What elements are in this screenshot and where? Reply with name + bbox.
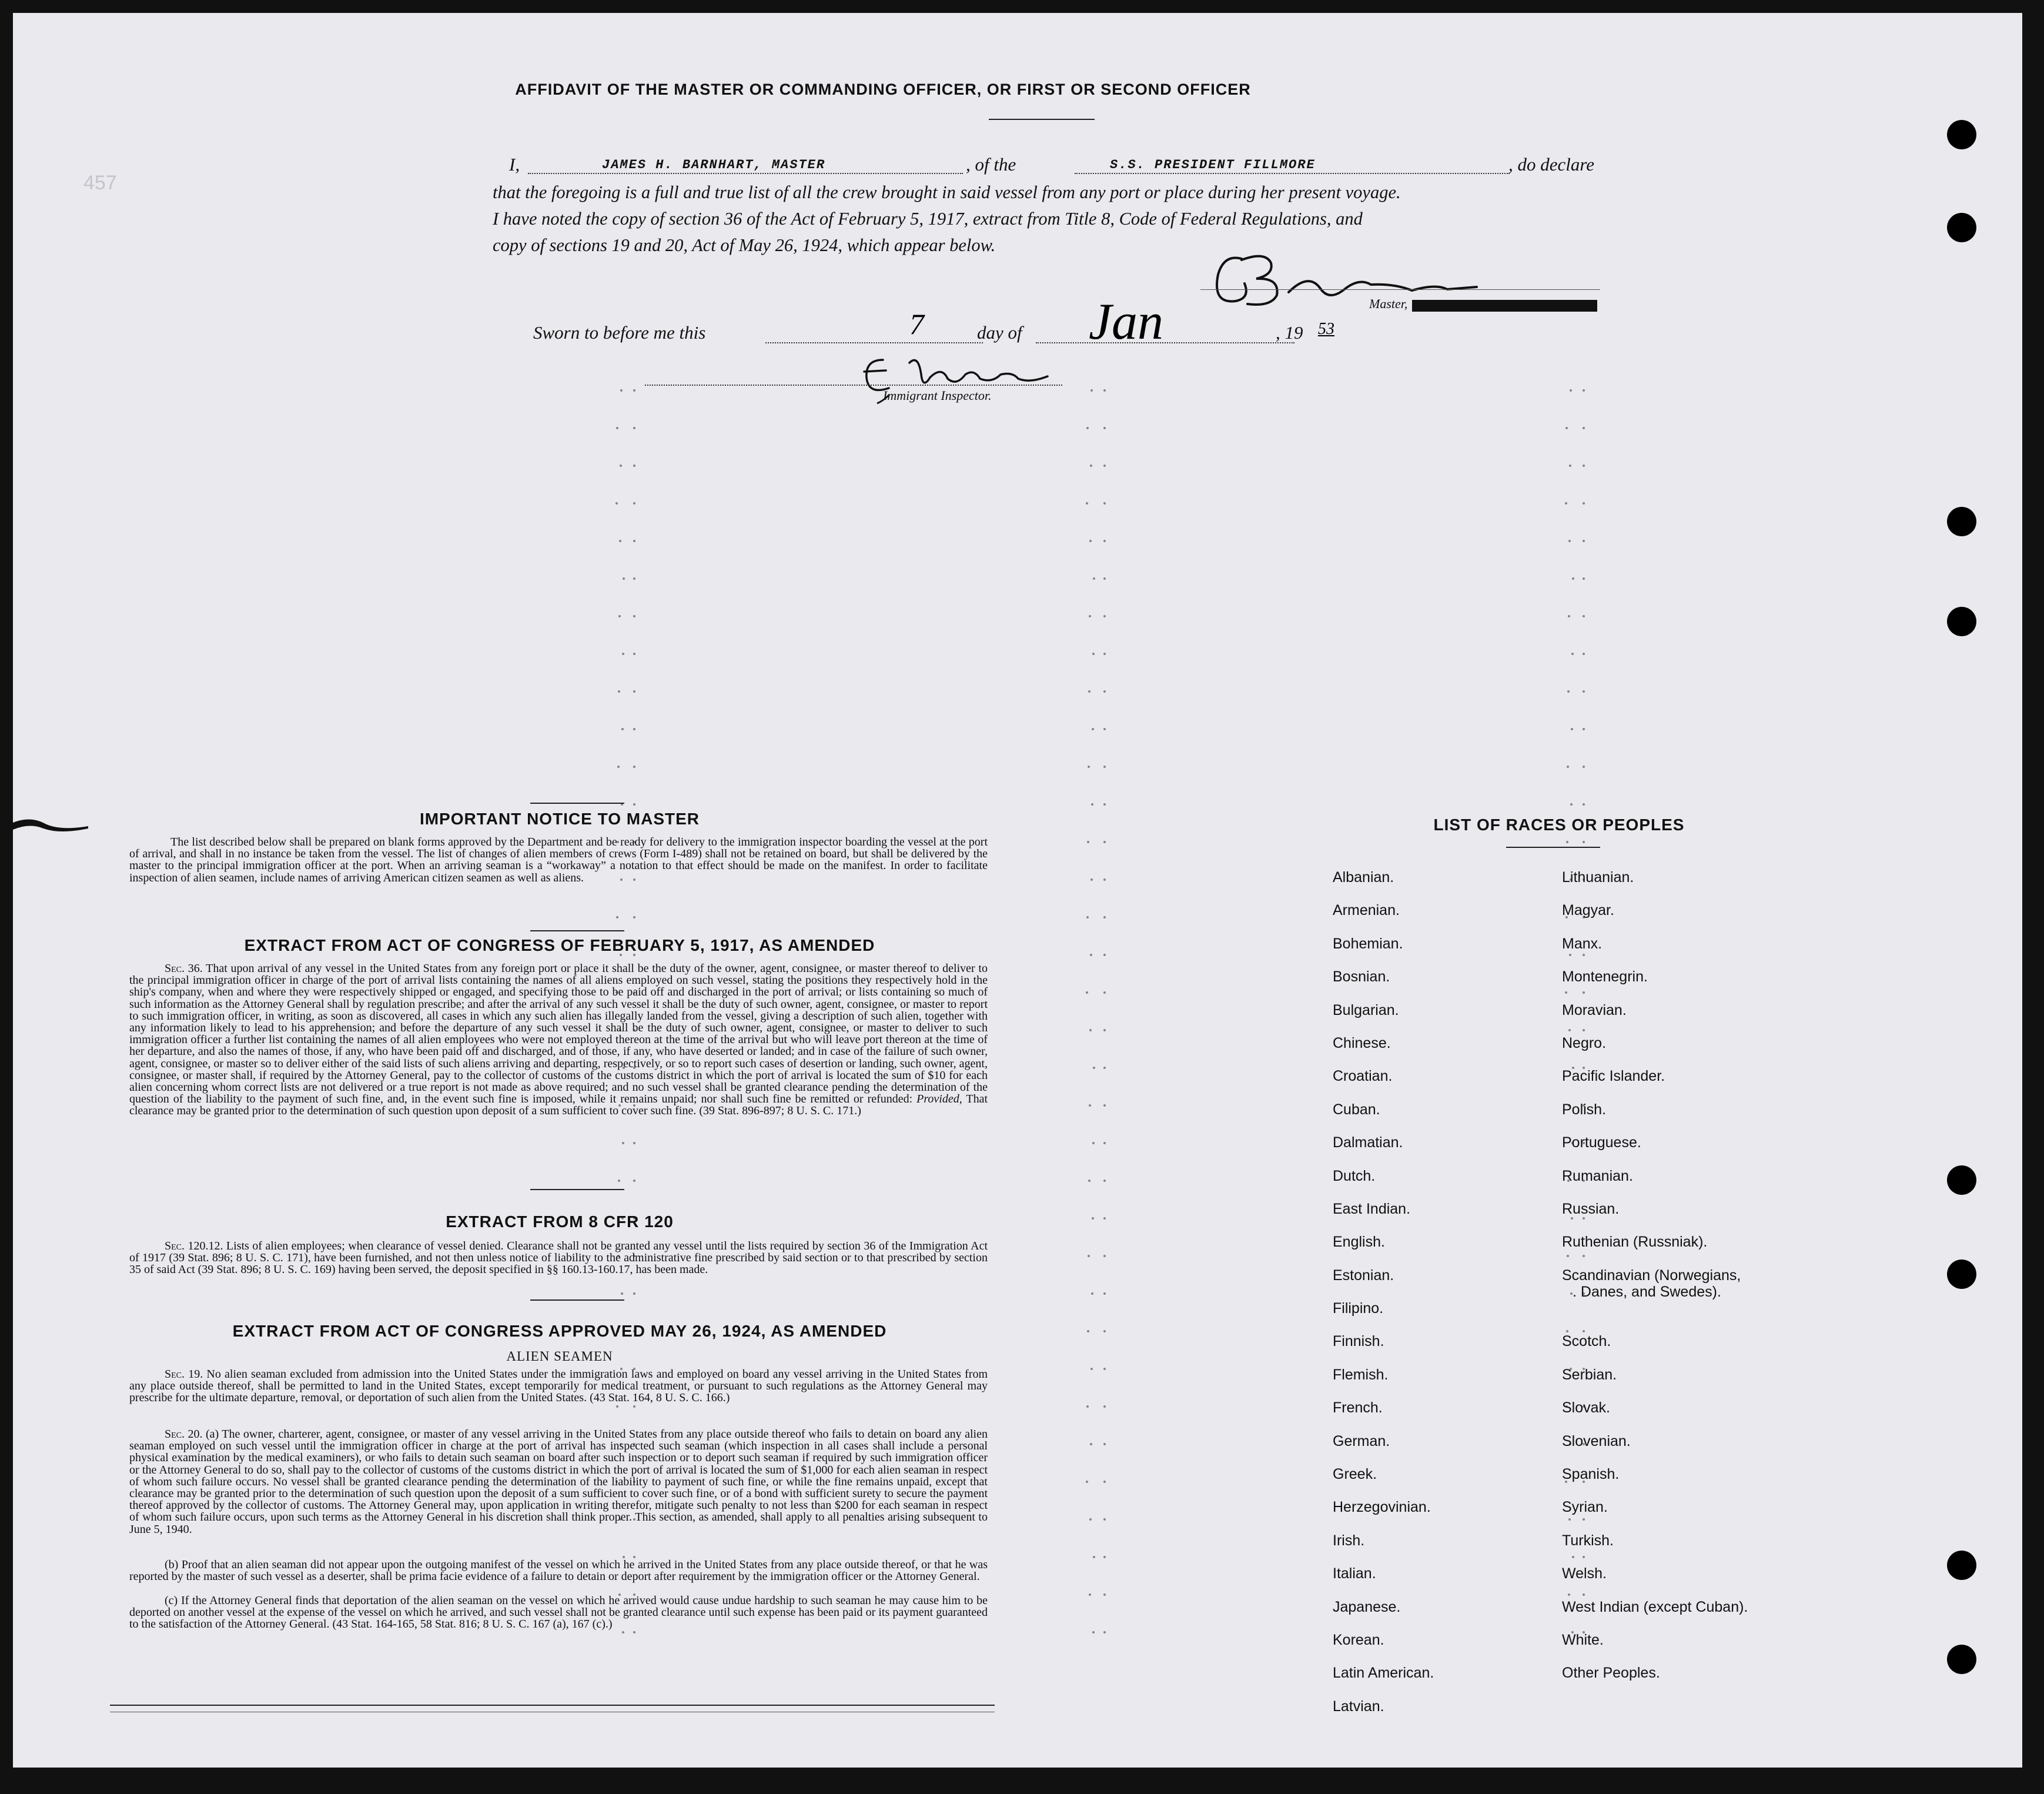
speck xyxy=(1103,1292,1106,1295)
race-item: Ruthenian (Russniak). xyxy=(1562,1234,1708,1251)
speck xyxy=(1103,1255,1106,1257)
speck xyxy=(1103,878,1106,881)
sec-20a-text xyxy=(129,1428,988,1535)
speck xyxy=(1565,427,1568,429)
footer-rule xyxy=(110,1705,995,1706)
alien-seamen-subtitle: ALIEN SEAMEN xyxy=(506,1349,613,1364)
speck xyxy=(633,1292,635,1295)
speck xyxy=(1103,1405,1106,1408)
speck xyxy=(621,728,624,730)
speck xyxy=(1093,577,1095,580)
speck xyxy=(1103,766,1106,768)
inspector-caption: Immigrant Inspector. xyxy=(883,388,992,403)
signature-line xyxy=(1200,289,1600,290)
speck xyxy=(1583,502,1585,505)
month-handwritten: Jan xyxy=(1089,293,1164,350)
race-item: Pacific Islander. xyxy=(1562,1068,1665,1085)
speck xyxy=(633,916,635,918)
race-item: Polish. xyxy=(1562,1101,1607,1118)
sec-20c-text xyxy=(129,1595,988,1631)
extract-1917-text xyxy=(129,963,988,1117)
speck xyxy=(1103,465,1106,467)
speck xyxy=(1103,577,1106,580)
race-item: Russian. xyxy=(1562,1200,1620,1217)
speck xyxy=(1092,1142,1095,1144)
speck xyxy=(633,465,635,467)
race-item: Bulgarian. xyxy=(1333,1001,1399,1018)
speck xyxy=(1090,1443,1092,1445)
race-item: Negro. xyxy=(1562,1034,1607,1051)
notice-text xyxy=(129,836,988,884)
punch-hole xyxy=(1947,1551,1976,1580)
speck xyxy=(1092,728,1094,730)
speck xyxy=(1089,1593,1091,1596)
race-item: Dalmatian. xyxy=(1333,1134,1403,1151)
speck xyxy=(1583,728,1585,730)
speck xyxy=(1087,1330,1089,1332)
master-name: JAMES H. BARNHART, MASTER xyxy=(602,158,826,172)
speck xyxy=(1583,465,1585,467)
affidavit-title: AFFIDAVIT OF THE MASTER OR COMMANDING OFFICER, OR FIRST OR SECOND OFFICER xyxy=(515,81,1251,98)
speck xyxy=(633,653,635,655)
month-line xyxy=(1036,342,1294,343)
vessel-line xyxy=(1075,173,1510,174)
speck xyxy=(1089,1029,1092,1031)
speck xyxy=(1089,1104,1091,1107)
speck xyxy=(633,1631,635,1633)
race-item: French. xyxy=(1333,1399,1383,1417)
race-item: Serbian. xyxy=(1562,1366,1617,1383)
affidavit-line-3: I have noted the copy of section 36 of the Act of February 5, 1917, extract from Title 8, Code of Federal Regulations, and xyxy=(493,209,1363,229)
speck xyxy=(1583,427,1585,429)
redacted-title xyxy=(1412,300,1597,312)
speck xyxy=(1572,577,1574,580)
speck xyxy=(621,803,623,806)
punch-hole xyxy=(1947,1260,1976,1289)
vessel-name: S.S. PRESIDENT FILLMORE xyxy=(1110,158,1316,172)
speck xyxy=(1086,1481,1088,1483)
speck xyxy=(1090,465,1092,467)
sec-20b-text xyxy=(129,1559,988,1582)
race-item: Finnish. xyxy=(1333,1333,1384,1350)
speck xyxy=(1092,653,1095,655)
inspector-line xyxy=(645,385,1062,386)
sec-20-label: Sec. 20. xyxy=(165,1428,203,1441)
speck xyxy=(1103,427,1106,429)
race-item: Portuguese. xyxy=(1562,1134,1641,1151)
races-rule xyxy=(1506,847,1600,848)
race-item: White. xyxy=(1562,1632,1604,1648)
speck xyxy=(1103,1631,1106,1633)
extract-cfr-rule xyxy=(530,1299,624,1301)
race-item: Albanian. xyxy=(1333,869,1394,886)
extract-cfr-text xyxy=(129,1240,988,1276)
affidavit-line-1 xyxy=(493,154,1621,178)
race-item: Irish. xyxy=(1333,1532,1365,1549)
speck xyxy=(1086,991,1088,994)
speck xyxy=(1583,841,1585,843)
race-item: German. xyxy=(1333,1432,1390,1449)
race-item: Estonian. xyxy=(1333,1267,1394,1284)
race-item: Welsh. xyxy=(1562,1565,1607,1582)
race-item: English. xyxy=(1333,1234,1385,1251)
speck xyxy=(1568,615,1570,617)
race-item: Bohemian. xyxy=(1333,935,1403,952)
race-item: Manx. xyxy=(1562,935,1603,952)
speck xyxy=(1103,1142,1106,1144)
notice-title: IMPORTANT NOTICE TO MASTER xyxy=(419,810,700,828)
race-item: Slovak. xyxy=(1562,1399,1610,1417)
speck xyxy=(1583,540,1585,542)
race-item: Croatian. xyxy=(1333,1068,1393,1085)
speck xyxy=(1088,1255,1090,1257)
speck xyxy=(633,1142,635,1144)
sec-20a-body: (a) The owner, charterer, agent, consignee, or master of any vessel arriving in the United States from any place outside thereof who fails to detain on board any alien seaman employed on such vessel until the immigration officer in charge at the port of arrival has inspected such seaman (which inspection in all cases shall include a personal physical examination by the medical examiners), or who fails to detain such seaman on board after such inspection or to deport such seaman if required by such immigration officer or the Attorney General to do so, shall pay to the collector of customs of the customs district in which the port of arrival is located the sum of $1,000 for each alien seaman in respect of whom such failure occurs. No vessel shall be granted clearance pending the determination of the liability to payment of such fine, or while the fine remains unpaid, except that clearance may be granted prior to the determination of such question upon the deposit of a sum sufficient to cover such fine, or of a bond with sufficient surety to secure the payment thereof approved by the collector of customs. The Attorney General may, upon application in writing therefor, mitigate such penalty to not less than $200 for each seaman in respect of whom such failure occurs, upon such terms as the Attorney General in his discretion shall think proper. This section, as amended, shall apply to all penalties arising subsequent to June 5, 1940. xyxy=(129,1428,988,1536)
speck xyxy=(1088,1180,1090,1182)
speck xyxy=(1103,1180,1106,1182)
speck xyxy=(633,502,635,505)
speck xyxy=(617,766,620,768)
race-item: Korean. xyxy=(1333,1631,1384,1648)
speck xyxy=(1583,389,1585,392)
speck xyxy=(1086,502,1088,505)
speck xyxy=(615,502,618,505)
speck xyxy=(633,728,635,730)
speck xyxy=(633,803,635,806)
speck xyxy=(1103,1330,1106,1332)
speck xyxy=(1091,803,1093,806)
speck xyxy=(1103,841,1106,843)
speck xyxy=(1103,1556,1106,1558)
speck xyxy=(1093,1067,1095,1069)
punch-hole xyxy=(1947,1645,1976,1674)
speck xyxy=(618,1180,620,1182)
speck xyxy=(1103,1067,1106,1069)
race-item: Scotch. xyxy=(1562,1333,1611,1350)
speck xyxy=(633,766,635,768)
speck xyxy=(633,389,635,392)
extract-1917-rule xyxy=(530,1189,624,1190)
speck xyxy=(622,653,624,655)
speck xyxy=(1571,653,1574,655)
speck xyxy=(1583,690,1585,693)
speck xyxy=(1103,991,1106,994)
speck xyxy=(620,465,622,467)
race-item: Dutch. xyxy=(1333,1167,1376,1184)
speck xyxy=(621,1292,623,1295)
races-right-column xyxy=(1562,868,1748,1698)
race-item: . Danes, and Swedes). xyxy=(1573,1283,1721,1300)
speck xyxy=(1086,427,1089,429)
speck xyxy=(1103,728,1106,730)
race-item: Herzegovinian. xyxy=(1333,1499,1431,1516)
speck xyxy=(1565,502,1567,505)
race-item: Japanese. xyxy=(1333,1598,1401,1615)
year-handwritten: 53 xyxy=(1318,320,1334,338)
speck xyxy=(1570,803,1573,806)
speck xyxy=(1103,954,1106,956)
race-item: Turkish. xyxy=(1562,1532,1614,1549)
speck xyxy=(1103,540,1106,542)
affidavit-line-4: copy of sections 19 and 20, Act of May 26, 1924, which appear below. xyxy=(493,235,996,255)
sec-19-body: No alien seaman excluded from admission into the United States under the immigration laws and employed on board any vessel arriving in the United States from any place outside thereof, shall be permitted to land in the United States, except temporarily for medical treatment, or pursuant to such regulations as the Attorney General may prescribe for the ultimate departure, removal, or deportation of such alien from the United States. (43 Stat. 164, 8 U. S. C. 166.) xyxy=(129,1368,988,1405)
speck xyxy=(1088,766,1090,768)
speck xyxy=(1092,1217,1094,1220)
speck xyxy=(1090,389,1093,392)
race-item: Flemish. xyxy=(1333,1366,1389,1383)
sec-36-body-end: That clearance may be granted prior to the determination of such question upon deposit of a sum sufficient to cover such fine. (39 Stat. 896-897; 8 U. S. C. 171.) xyxy=(129,1093,988,1118)
do-declare-label: , do declare xyxy=(1508,154,1595,175)
speck xyxy=(633,540,635,542)
of-the-label: , of the xyxy=(966,154,1016,175)
speck xyxy=(1103,653,1106,655)
race-item: Magyar. xyxy=(1562,902,1614,919)
race-item: East Indian. xyxy=(1333,1200,1411,1217)
race-item: Latin American. xyxy=(1333,1665,1434,1682)
speck xyxy=(1583,615,1585,617)
race-item: Moravian. xyxy=(1562,1001,1627,1018)
speck xyxy=(1568,540,1571,542)
speck xyxy=(1090,954,1092,956)
races-left-column xyxy=(1333,868,1434,1730)
races-title: LIST OF RACES OR PEOPLES xyxy=(1433,816,1685,834)
speck xyxy=(633,690,635,693)
race-item: Greek. xyxy=(1333,1466,1377,1483)
speck xyxy=(1089,1518,1092,1521)
sec-120-label: Sec. 120.12. xyxy=(165,1240,223,1252)
speck xyxy=(1571,728,1573,730)
race-item: Other Peoples. xyxy=(1562,1665,1660,1682)
sec-20c-body: (c) If the Attorney General finds that deportation of the alien seaman on the vessel on which he arrived would cause undue hardship to such seaman he may cause him to be deported on another vessel at the expense of the vessel on which he arrived, and such vessel shall not be granted clearance until such expense has been paid or its payment guaranteed to the satisfaction of the Attorney General. (43 Stat. 164-165, 58 Stat. 816; 8 U. S. C. 167 (a), 167 (c).) xyxy=(129,1594,988,1631)
race-item: Rumanian. xyxy=(1562,1167,1633,1184)
speck xyxy=(633,615,635,617)
race-item: Chinese. xyxy=(1333,1034,1391,1051)
sec-20b-body: (b) Proof that an alien seaman did not appear upon the outgoing manifest of the vessel on which he arrived in the United States from any place outside thereof, or that he was reported by the master of such vessel as a deserter, shall be prima facie evidence of a failure to detain or deport after requirement by the immigration officer or the Attorney General. xyxy=(129,1558,988,1583)
race-item: Bosnian. xyxy=(1333,968,1390,985)
speck xyxy=(633,1405,635,1408)
race-item: Slovenian. xyxy=(1562,1432,1631,1449)
speck xyxy=(633,427,635,429)
speck xyxy=(1103,1481,1106,1483)
speck xyxy=(616,1405,618,1408)
speck xyxy=(1086,1405,1089,1408)
speck xyxy=(618,615,621,617)
sec-36-body: That upon arrival of any vessel in the United States from any foreign port or place it shall be the duty of the owner, agent, consignee, or master thereof to deliver to the principal immigration officer in charge of the port of arrival lists containing the names of all aliens employed on such vessel, stating the positions they respectively hold in the ship's company, when and where they were respectively shipped or engaged, and specifying those to be paid off and discharged in the port of arrival; or lists containing so much of such information as the Attorney General shall by regulation prescribe; and after the arrival of any such vessel it shall be the duty of such owner, agent, consignee, or master to report to such immigration officer, in writing, as soon as discovered, all cases in which any such alien has illegally landed from the vessel, giving a description of such alien, together with any information likely to lead to his apprehension; and before the departure of any such vessel it shall be the duty of such owner, agent, consignee, or master to deliver to such immigration officer a further list containing the names of all alien employees who were not employed thereon at the time of the arrival but who will leave port thereon at the time of her departure, and also the names of those, if any, who have been paid off and discharged, and of those, if any, who have deserted or landed; and in case of the failure of such owner, agent, consignee, or master so to deliver either of the said lists of such aliens arriving and departing, respectively, or so to report such cases of desertion or landing, such owner, agent, consignee, or master shall, if required by the Attorney General, pay to the collector of customs of the customs district in which the port of arrival is located the sum of $10 for each alien concerning whom correct lists are not delivered or a true report is not made as above required; and no such vessel shall be granted clearance pending the determination of the question of the liability to the payment of such fine, and, in the event such fine is imposed, while it remains unpaid; nor shall such fine be remitted or refunded: xyxy=(129,962,988,1106)
speck xyxy=(616,916,618,918)
speck xyxy=(622,1631,624,1633)
speck xyxy=(1583,653,1585,655)
master-caption: Master, xyxy=(1369,296,1408,311)
speck xyxy=(1103,502,1106,505)
sec-19-label: Sec. 19. xyxy=(165,1368,203,1381)
speck xyxy=(1090,1368,1093,1370)
punch-hole xyxy=(1947,1165,1976,1195)
speck xyxy=(1566,841,1568,843)
speck xyxy=(1103,1104,1106,1107)
race-item: Latvian. xyxy=(1333,1698,1384,1715)
race-item: Scandinavian (Norwegians, xyxy=(1562,1267,1741,1284)
speck xyxy=(633,1180,635,1182)
speck xyxy=(1093,1556,1095,1558)
speck xyxy=(623,577,625,580)
speck xyxy=(622,1142,624,1144)
notice-bottom-rule xyxy=(530,930,624,931)
sec-36-label: Sec. 36. xyxy=(165,962,203,975)
speck xyxy=(620,389,623,392)
speck xyxy=(1103,1593,1106,1596)
speck xyxy=(1091,1292,1093,1295)
edge-tear-mark xyxy=(13,816,89,839)
race-item: Montenegrin. xyxy=(1562,968,1648,985)
race-item: Italian. xyxy=(1333,1565,1376,1582)
speck xyxy=(633,577,635,580)
i-label: I, xyxy=(509,154,520,175)
speck xyxy=(1087,841,1089,843)
speck xyxy=(1092,1631,1095,1633)
speck xyxy=(1583,766,1585,768)
race-item: Filipino. xyxy=(1333,1300,1384,1317)
speck xyxy=(1103,1443,1106,1445)
sec-120-body: Lists of alien employees; when clearance of vessel denied. Clearance shall not be granted any vessel until the lists required by section 36 of the Immigration Act of 1917 (39 Stat. 896; 8 U. S. C. 171), have been furnished, and not then unless notice of liability to the administrative fine prescribed by said section or to that prescribed by section 35 of said Act (39 Stat. 896; 8 U. S. C. 169) having been served, the deposit specified in §§ 160.13-160.17, has been made. xyxy=(129,1240,988,1277)
extract-1924-title: EXTRACT FROM ACT OF CONGRESS APPROVED MAY 26, 1924, AS AMENDED xyxy=(232,1322,887,1340)
margin-number: 457 xyxy=(83,172,117,194)
document-page xyxy=(13,13,2022,1768)
speck xyxy=(1103,1368,1106,1370)
race-item: Spanish. xyxy=(1562,1466,1620,1483)
race-item: West Indian (except Cuban). xyxy=(1562,1598,1748,1615)
extract-1917-title: EXTRACT FROM ACT OF CONGRESS OF FEBRUARY 5, 1917, AS AMENDED xyxy=(244,936,875,954)
sec-19-text xyxy=(129,1368,988,1404)
speck xyxy=(1088,690,1090,693)
speck xyxy=(1103,1518,1106,1521)
speck xyxy=(1090,878,1093,881)
title-underline xyxy=(989,119,1095,120)
day-handwritten: 7 xyxy=(909,308,924,340)
race-item: Lithuanian. xyxy=(1562,869,1634,886)
punch-hole xyxy=(1947,213,1976,242)
race-item: Syrian. xyxy=(1562,1499,1608,1516)
sworn-label: Sworn to before me this xyxy=(533,322,706,343)
speck xyxy=(1567,690,1570,693)
provided-label: Provided, xyxy=(916,1093,962,1106)
speck xyxy=(1086,916,1089,918)
punch-hole xyxy=(1947,607,1976,636)
speck xyxy=(1089,540,1092,542)
speck xyxy=(1089,615,1091,617)
year-prefix: , 19 xyxy=(1276,322,1303,343)
speck xyxy=(1583,577,1585,580)
punch-hole xyxy=(1947,120,1976,149)
speck xyxy=(1103,1217,1106,1220)
speck xyxy=(618,690,620,693)
speck xyxy=(616,427,618,429)
speck xyxy=(1103,690,1106,693)
master-name-line xyxy=(528,173,963,174)
speck xyxy=(1103,803,1106,806)
race-item: Armenian. xyxy=(1333,902,1400,919)
race-item: Cuban. xyxy=(1333,1101,1380,1118)
notice-body: The list described below shall be prepared on blank forms approved by the Department and be ready for delivery to the immigration inspector boarding the vessel at the port of arrival, and shall in no instance be taken from the vessel. The list of changes of alien members of crews (Form I-489) shall not be retained on board, but shall be delivered by the master to the principal immigration officer at the port. When an arriving seaman is a “workaway” a notation to that effect should be made on the manifest. In order to facilitate inspection of alien seamen, include names of arriving American citizen seamen as well as aliens. xyxy=(129,836,988,884)
speck xyxy=(1103,389,1106,392)
speck xyxy=(1569,465,1571,467)
speck xyxy=(1103,615,1106,617)
punch-hole xyxy=(1947,507,1976,536)
day-of-label: day of xyxy=(977,322,1022,343)
speck xyxy=(1583,803,1585,806)
speck xyxy=(619,540,621,542)
notice-top-rule xyxy=(530,803,624,804)
affidavit-line-2: that the foregoing is a full and true list of all the crew brought in said vessel from any port or place during her present voyage. xyxy=(493,182,1401,202)
extract-cfr-title: EXTRACT FROM 8 CFR 120 xyxy=(446,1212,674,1231)
speck xyxy=(1103,1029,1106,1031)
speck xyxy=(1103,916,1106,918)
speck xyxy=(1570,389,1572,392)
speck xyxy=(1567,766,1569,768)
